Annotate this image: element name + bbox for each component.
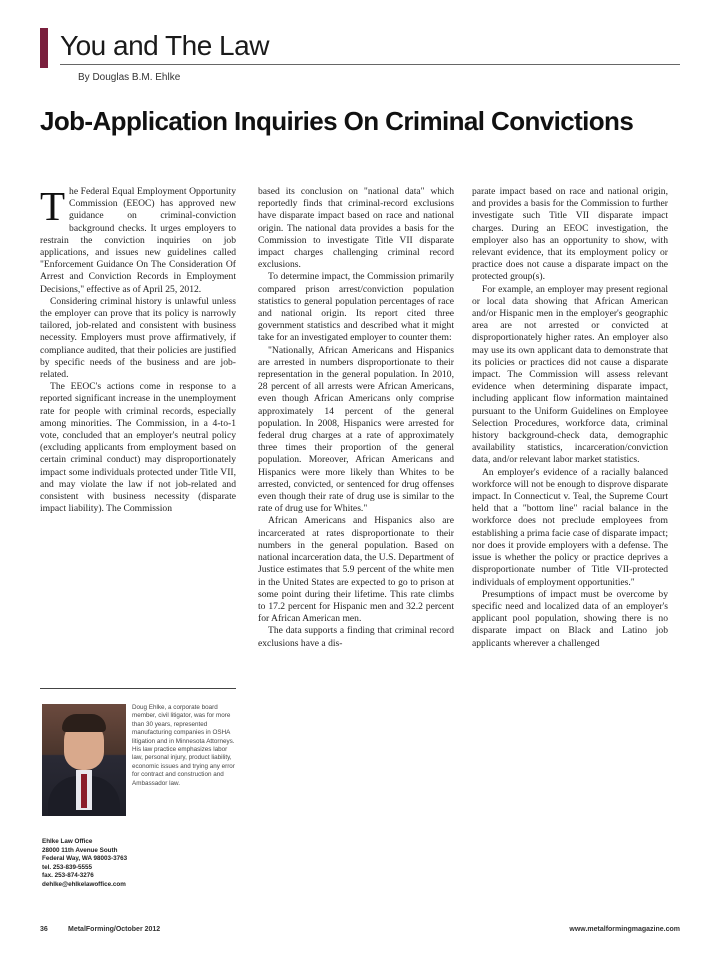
paragraph: African Americans and Hispanics also are incarcerated at rates disproportionate to their numbers in the general population. Based on national incarceration data, the U.S. Department of Justice estimates that 5.9 percent of the white men in the United States are expected to go to prison at some point during their lifetime. This rate climbs to 17.2 percent for Hispanic men and 32.2 percent for African American men. — [258, 515, 454, 625]
paragraph: parate impact based on race and national origin, and provides a basis for the Commission to further investigate such Title VII disparate impact charges. During an EEOC investigation, the employer also has an opportunity to show, with relevant evidence, that its employment policy or practice does not cause a disparate impact on the protected group(s). — [472, 186, 668, 283]
author-bio-text: Doug Ehlke, a corporate board member, civil litigator, was for more than 30 years, represented manufacturing companies in OSHA litigation and in Minnesota Attorneys. His law practice emphasizes labor law, personal injury, product liability, economic issues and trying any error for contract and construction and Ambassador law. — [132, 704, 235, 787]
firm-fax: fax. 253-874-3276 — [42, 872, 94, 880]
article-headline: Job-Application Inquiries On Criminal Convictions — [40, 106, 634, 136]
firm-name: Ehlke Law Office — [42, 838, 93, 845]
author-contact — [42, 838, 238, 890]
page-number: 36 — [40, 926, 48, 933]
firm-phone: tel. 253-839-5555 — [42, 863, 93, 871]
section-accent-bar — [40, 28, 48, 68]
paragraph: To determine impact, the Commission primarily compared prison arrest/conviction population statistics to general population percentages of race and national origin. Its report cited three government statistics and described what it might take for an investigated employer to counter them: — [258, 271, 454, 344]
section-title-rule — [60, 64, 680, 65]
paragraph: "Nationally, African Americans and Hispanics are arrested in numbers disproportionate to their representation in the general population. In 2010, 28 percent of all arrests were African Americans, even though African Americans only comprise approximately 14 percent of the general population. In 2008, Hispanics were arrested for federal drug charges at a rate of approximately three times their proportion of the general population. Moreover, African Americans and Hispanics were more likely than Whites to be arrested, convicted, or sentenced for drug offenses even though their rate of drug use is similar to the rate of drug use for Whites." — [258, 344, 454, 515]
article-column-3 — [472, 186, 668, 902]
byline: By Douglas B.M. Ehlke — [78, 72, 181, 83]
paragraph: The Federal Equal Employment Opportunity Commission (EEOC) has approved new guidance on criminal-conviction background checks. It urges employers to restrain the conviction inquiries on job applications, and issues new guidelines called "Enforcement Guidance On The Consideration Of Arrest and Conviction Records in Employment Decisions," effective as of April 25, 2012. — [40, 186, 236, 295]
paragraph: The EEOC's actions come in response to a reported significant increase in the unemployment rate for people with criminal records, especially among minorities. The Commission, in a 4-to-1 vote, concluded that an employer's neutral policy (excluding applicants from employment based on certain criminal conduct) may disproportionately impact some individuals protected under Title VII, and may violate the law if not job-related and consistent with business necessity (disparate impact liability). The Commission — [40, 381, 236, 515]
paragraph: An employer's evidence of a racially balanced workforce will not be enough to disprove disparate impact. In Connecticut v. Teal, the Supreme Court held that a "bottom line" racial balance in the workforce does not preclude employees from establishing a prima facie case of disparate impact; nor does it provide employers with a defense. The issue is whether the policy or practice deprives a disproportionate number of Title VII-protected individuals of employment opportunities." — [472, 466, 668, 588]
firm-email[interactable]: dehlke@ehlkelawoffice.com — [42, 880, 126, 888]
author-photo — [42, 704, 126, 816]
firm-address: 28000 11th Avenue South — [42, 846, 118, 854]
paragraph: based its conclusion on "national data" which reportedly finds that criminal-record exclusions have disparate impact based on race and national origin. The national data provides a basis for the Commission to investigate Title VII disparate impact charges challenging criminal record exclusions. — [258, 186, 454, 271]
paragraph: Considering criminal history is unlawful unless the employer can prove that its policy is narrowly tailored, job-related and consistent with business necessity. Employers must prove affirmatively, if compliance audited, that their policies are justified by specific needs of the business and are job-related. — [40, 295, 236, 381]
paragraph: For example, an employer may present regional or local data showing that African American and/or Hispanic men in the employer's geographic area are not arrested or convicted at disproportionately higher rates. An employer also may use its own applicant data to demonstrate that its policies or practices did not cause a disparate impact. The Commission will assess relevant evidence when determining disparate impact, including applicant flow information maintained pursuant to the Uniform Guidelines on Employee Selection Procedures, workforce data, criminal history background-check data, demographic availability statistics, incarceration/conviction data, and/or relevant labor market statistics. — [472, 283, 668, 466]
issue-name: MetalForming/October 2012 — [68, 926, 161, 933]
section-header — [40, 28, 680, 68]
article-column-1 — [40, 186, 236, 682]
paragraph: Presumptions of impact must be overcome by specific need and localized data of an employer's applicant pool population, showing there is no disparate impact on Black and Latino job applicants wherever a challenged — [472, 588, 668, 649]
paragraph: The data supports a finding that criminal record exclusions have a dis- — [258, 625, 454, 649]
article-column-2 — [258, 186, 454, 902]
page-footer — [40, 926, 680, 938]
section-title: You and The Law — [60, 30, 269, 61]
bio-divider — [40, 688, 236, 689]
website-link[interactable]: www.metalformingmagazine.com — [569, 926, 680, 933]
firm-city: Federal Way, WA 98003-3763 — [42, 855, 128, 863]
drop-cap: T — [40, 186, 66, 229]
